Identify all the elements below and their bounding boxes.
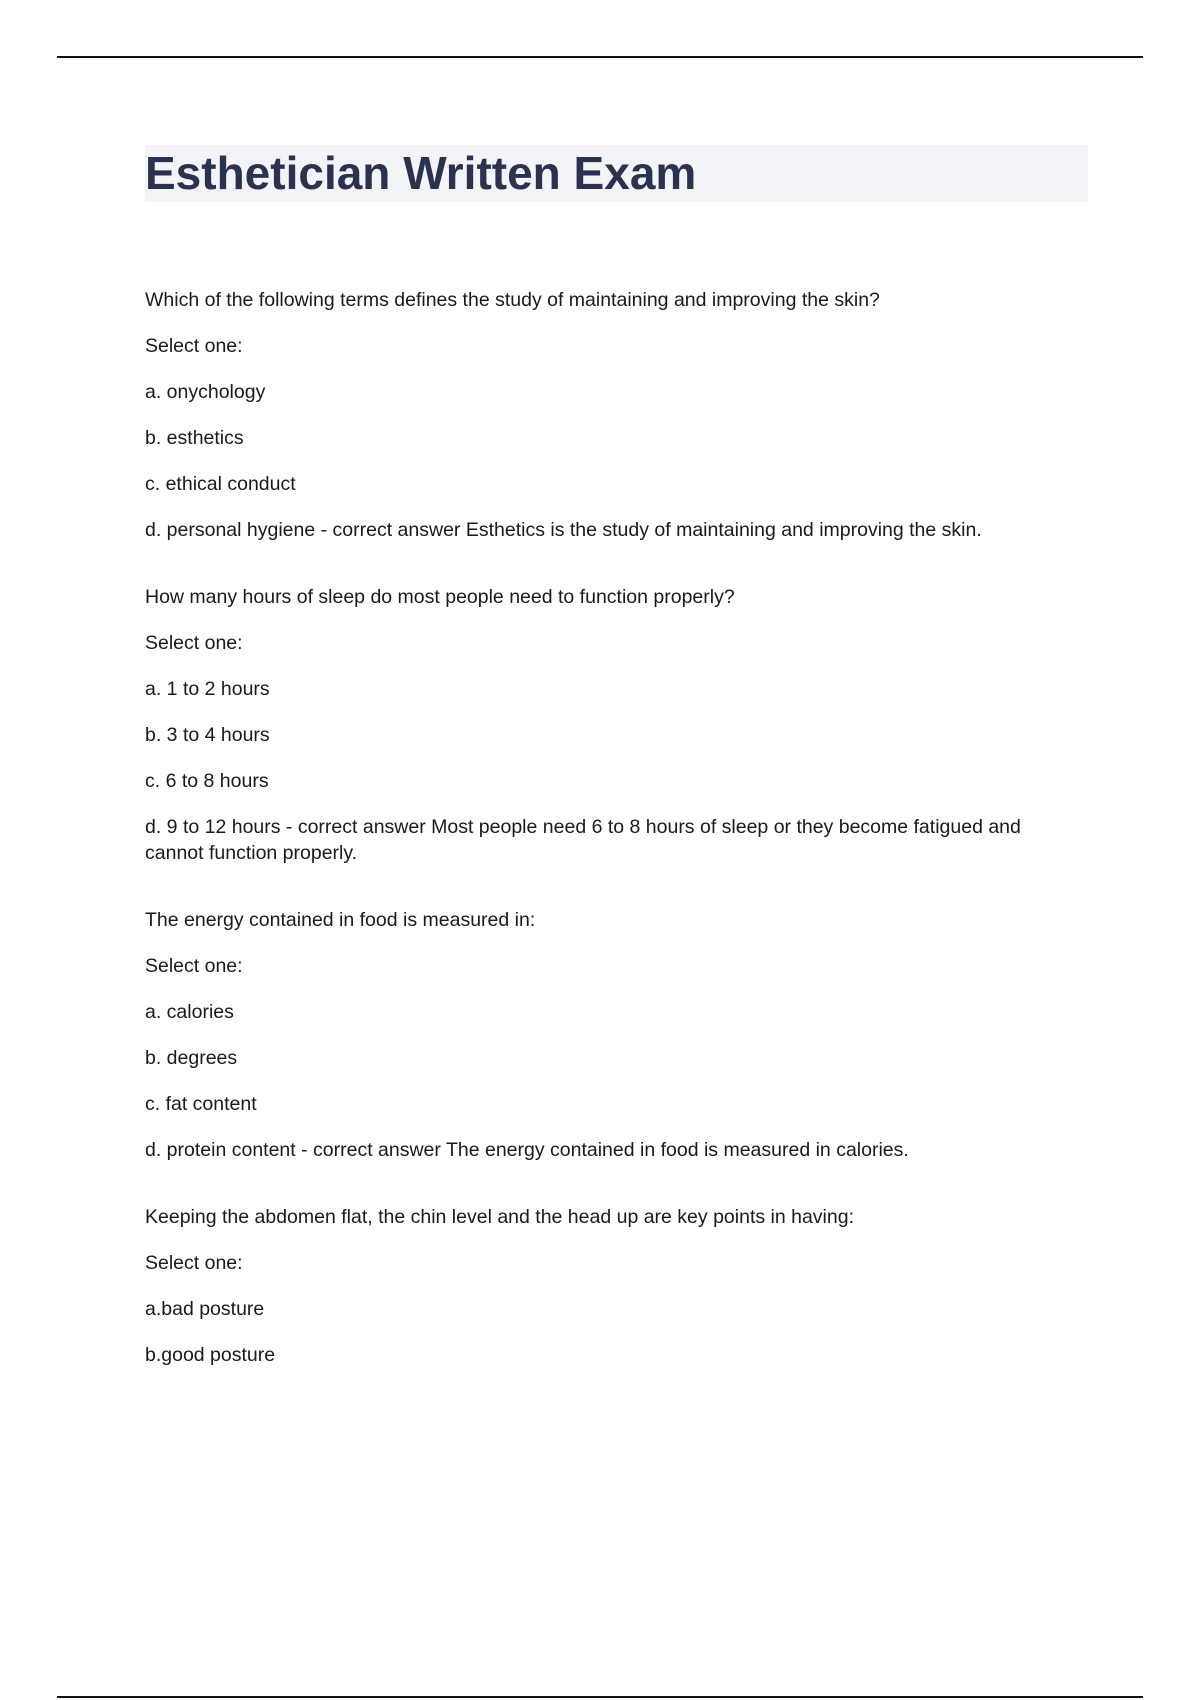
answer-option-d: d. protein content - correct answer The energy contained in food is measured in calories. [145, 1139, 909, 1161]
answer-option-d: d. personal hygiene - correct answer Esthetics is the study of maintaining and improving the skin. [145, 519, 982, 541]
answer-option-a: a. calories [145, 1001, 234, 1023]
question-instruction: Select one: [145, 335, 243, 357]
answer-option-b: b. degrees [145, 1047, 238, 1069]
answer-option-b: b. 3 to 4 hours [145, 724, 270, 746]
answer-option-c: c. ethical conduct [145, 473, 296, 495]
question-prompt: Which of the following terms defines the study of maintaining and improving the skin? [145, 289, 880, 311]
question-4 [145, 1204, 1070, 1368]
question-list [145, 287, 1070, 1409]
answer-option-d: d. 9 to 12 hours - correct answer Most people need 6 to 8 hours of sleep or they become fatigued and cannot function properly. [145, 816, 1021, 864]
question-prompt: The energy contained in food is measured in: [145, 909, 536, 931]
answer-option-c: c. fat content [145, 1093, 257, 1115]
question-prompt: How many hours of sleep do most people need to function properly? [145, 586, 735, 608]
question-3 [145, 907, 1070, 1163]
question-instruction: Select one: [145, 955, 243, 977]
answer-option-a: a. onychology [145, 381, 266, 403]
question-2 [145, 584, 1070, 866]
question-instruction: Select one: [145, 1252, 243, 1274]
answer-option-c: c. 6 to 8 hours [145, 770, 269, 792]
answer-option-a: a. 1 to 2 hours [145, 678, 270, 700]
answer-option-b: b.good posture [145, 1344, 276, 1366]
question-prompt: Keeping the abdomen flat, the chin level and the head up are key points in having: [145, 1206, 854, 1228]
answer-option-b: b. esthetics [145, 427, 244, 449]
answer-option-a: a.bad posture [145, 1298, 265, 1320]
footer-rule [57, 1696, 1143, 1698]
question-1 [145, 287, 1070, 543]
question-instruction: Select one: [145, 632, 243, 654]
document-title: Esthetician Written Exam [145, 147, 697, 199]
header-rule [57, 56, 1143, 58]
